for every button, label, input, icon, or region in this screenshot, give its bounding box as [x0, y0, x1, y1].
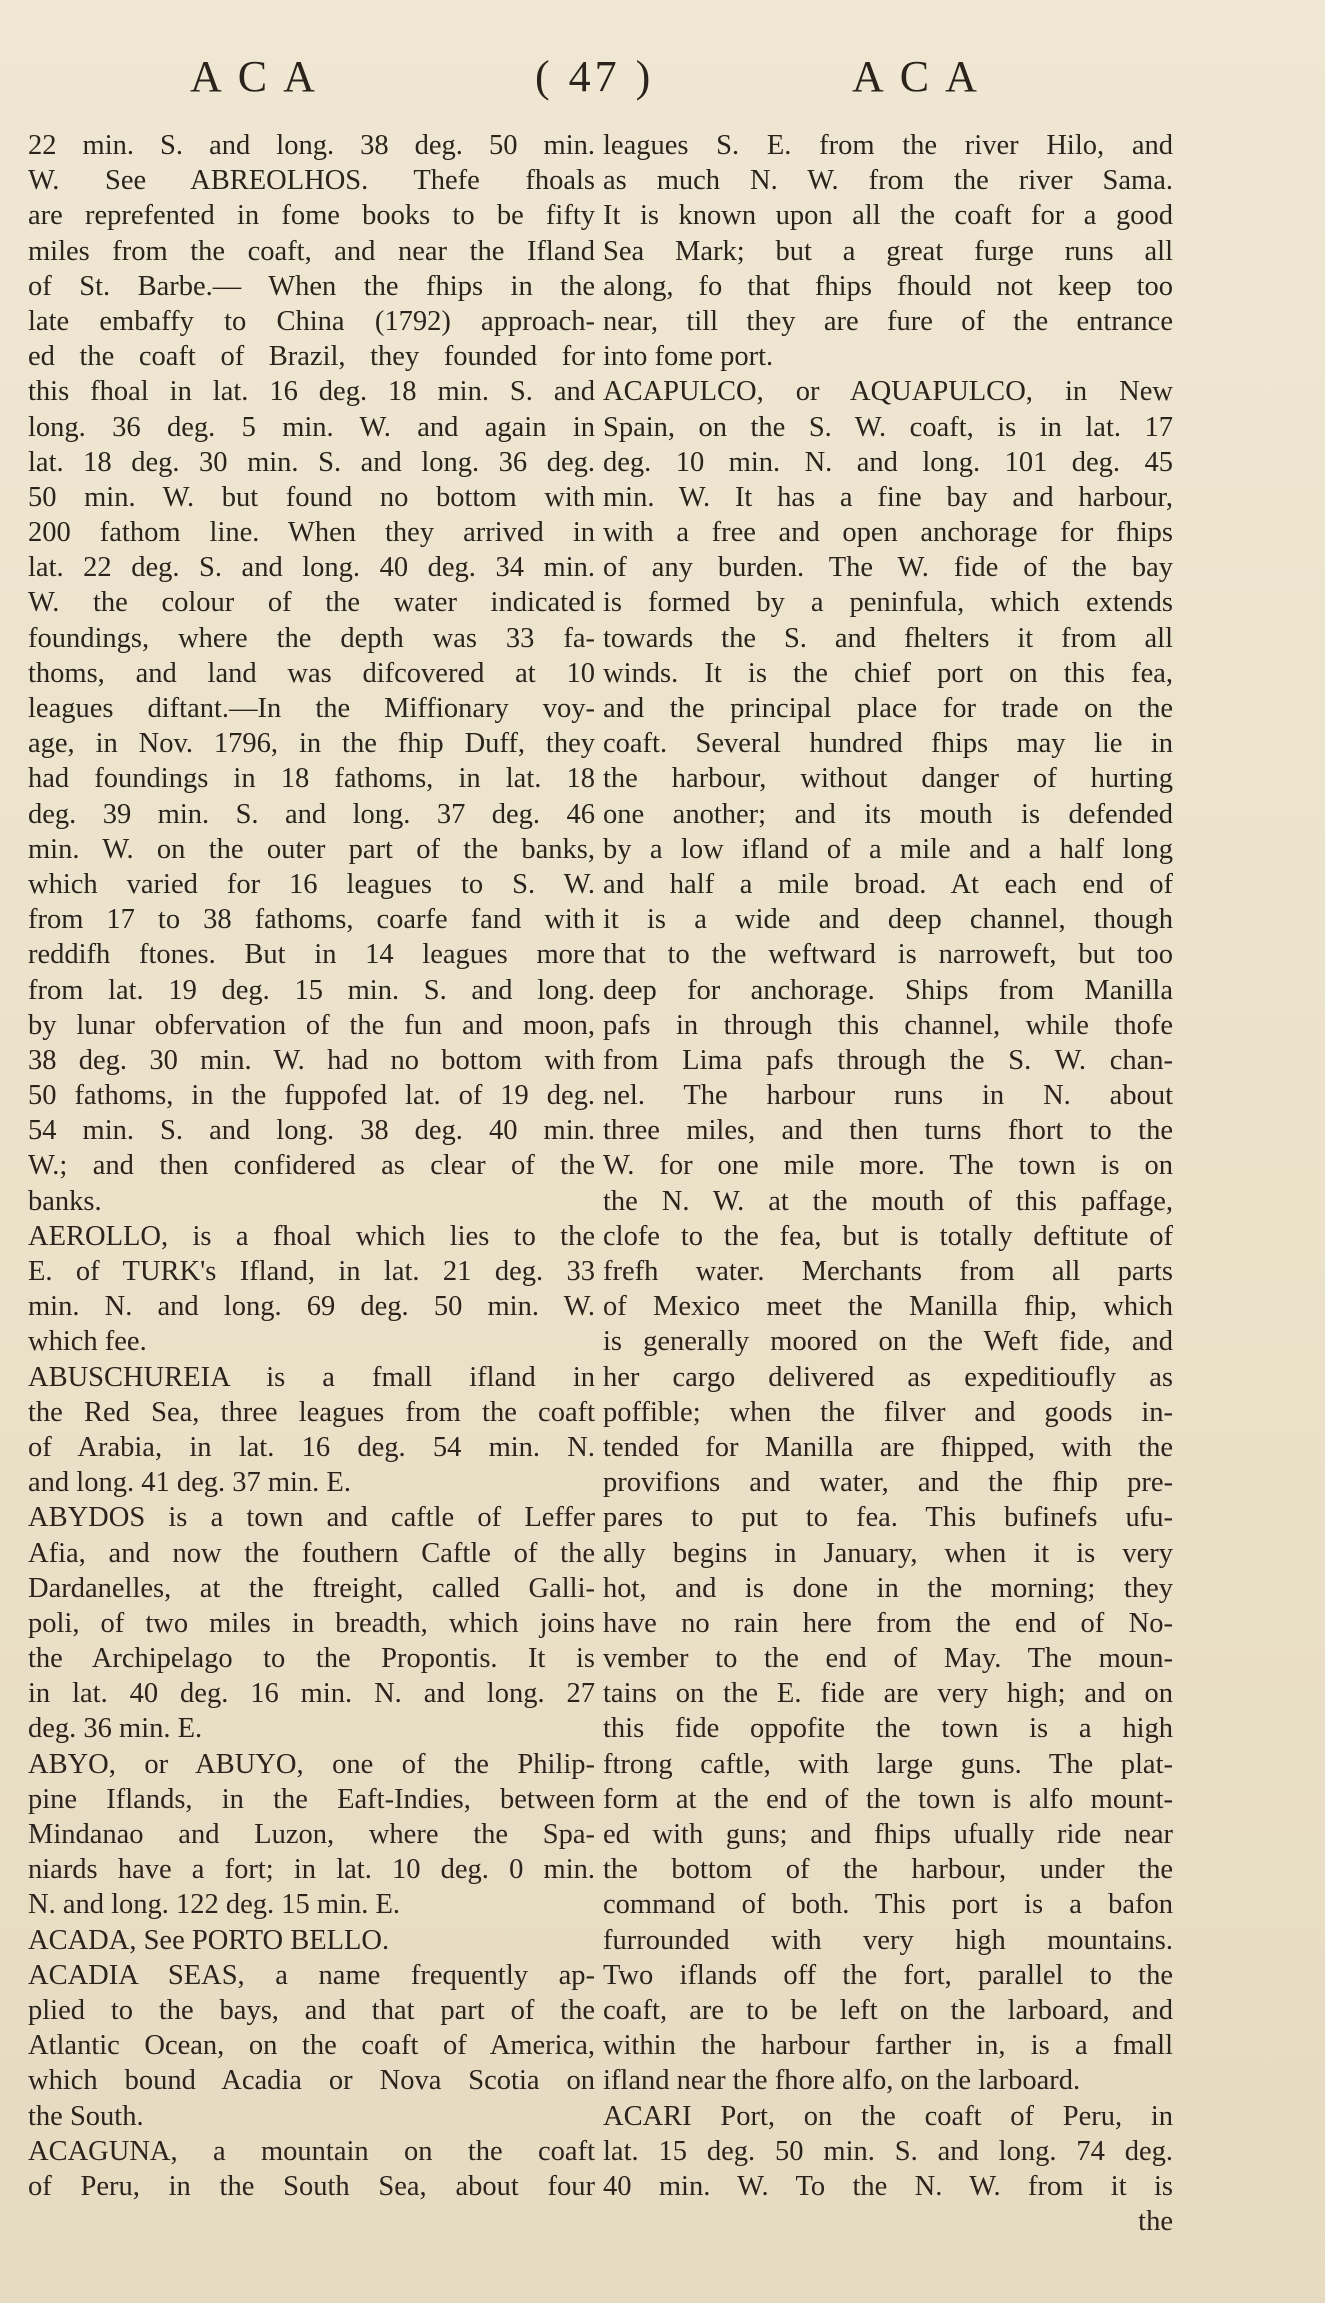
text-line: Atlantic Ocean, on the coaft of America,: [28, 2030, 595, 2062]
text-line: lat. 18 deg. 30 min. S. and long. 36 deg.: [28, 446, 595, 478]
text-line: by lunar obfervation of the fun and moon,: [28, 1009, 595, 1041]
text-line: N. and long. 122 deg. 15 min. E.: [28, 1889, 401, 1921]
text-line: is generally moored on the Weft fide, and: [603, 1326, 1173, 1358]
text-line: 200 fathom line. When they arrived in: [28, 517, 595, 549]
text-line: have no rain here from the end of No-: [603, 1607, 1173, 1639]
text-line: of Peru, in the South Sea, about four: [28, 2170, 595, 2202]
text-line: Sea Mark; but a great furge runs all: [603, 235, 1173, 267]
text-line: ed with guns; and fhips ufually ride near: [603, 1819, 1173, 1850]
text-line: ABYO, or ABUYO, one of the Philip-: [28, 1748, 595, 1780]
text-line: 50 fathoms, in the fuppofed lat. of 19 deg.: [28, 1080, 595, 1112]
text-line: of any burden. The W. fide of the bay: [603, 552, 1173, 584]
text-line: W. the colour of the water indicated: [28, 587, 595, 619]
text-line: is formed by a peninfula, which extends: [603, 587, 1173, 619]
text-line: as much N. W. from the river Sama.: [603, 165, 1173, 197]
text-line: the Red Sea, three leagues from the coaft: [28, 1396, 595, 1428]
text-line: of Arabia, in lat. 16 deg. 54 min. N.: [28, 1431, 595, 1463]
text-line: ACADIA SEAS, a name frequently ap-: [28, 1959, 595, 1991]
text-line: It is known upon all the coaft for a good: [603, 200, 1173, 232]
text-line: it is a wide and deep channel, though: [603, 904, 1173, 936]
text-line: Spain, on the S. W. coaft, is in lat. 17: [603, 411, 1173, 443]
text-line: 40 min. W. To the N. W. from it is: [603, 2170, 1173, 2202]
text-line: lat. 15 deg. 50 min. S. and long. 74 deg.: [603, 2135, 1173, 2167]
text-line: Mindanao and Luzon, where the Spa-: [28, 1819, 595, 1850]
text-line: ifland near the fhore alfo, on the larboard.: [603, 2065, 1081, 2097]
page-number: ( 47 ): [535, 52, 655, 101]
text-line: form at the end of the town is alfo mount-: [603, 1783, 1173, 1815]
text-line: command of both. This port is a bafon: [603, 1889, 1173, 1921]
text-line: thoms, and land was difcovered at 10: [28, 657, 595, 689]
text-line: and the principal place for trade on the: [603, 693, 1173, 724]
text-line: her cargo delivered as expeditioufly as: [603, 1361, 1173, 1393]
text-line: the bottom of the harbour, under the: [603, 1854, 1173, 1886]
text-line: three miles, and then turns fhort to the: [603, 1115, 1173, 1147]
text-line: winds. It is the chief port on this fea,: [603, 657, 1173, 689]
text-line: 22 min. S. and long. 38 deg. 50 min.: [28, 130, 595, 161]
text-line: this fhoal in lat. 16 deg. 18 min. S. and: [28, 376, 595, 408]
text-line: long. 36 deg. 5 min. W. and again in: [28, 411, 595, 443]
text-line: nel. The harbour runs in N. about: [603, 1080, 1173, 1112]
text-line: min. W. on the outer part of the banks,: [28, 833, 595, 865]
text-line: poffible; when the filver and goods in-: [603, 1396, 1173, 1428]
text-line: niards have a fort; in lat. 10 deg. 0 min.: [28, 1854, 595, 1886]
text-line: age, in Nov. 1796, in the fhip Duff, they: [28, 728, 595, 760]
text-line: deep for anchorage. Ships from Manilla: [603, 974, 1173, 1006]
text-line: which bound Acadia or Nova Scotia on: [28, 2065, 595, 2097]
text-line: leagues S. E. from the river Hilo, and: [603, 130, 1173, 161]
header-left-word: ACA: [190, 52, 331, 101]
text-line: are reprefented in fome books to be fifty: [28, 200, 595, 232]
text-line: by a low ifland of a mile and a half long: [603, 833, 1173, 865]
text-line: the Archipelago to the Propontis. It is: [28, 1643, 595, 1675]
text-line: with a free and open anchorage for fhips: [603, 517, 1173, 549]
text-line: from 17 to 38 fathoms, coarfe fand with: [28, 904, 595, 936]
text-line: deg. 39 min. S. and long. 37 deg. 46: [28, 798, 595, 830]
text-line: min. N. and long. 69 deg. 50 min. W.: [28, 1291, 595, 1323]
text-line: this fide oppofite the town is a high: [603, 1713, 1173, 1745]
text-line: W. for one mile more. The town is on: [603, 1150, 1173, 1182]
text-line: provifions and water, and the fhip pre-: [603, 1467, 1173, 1499]
text-line: pares to put to fea. This bufinefs ufu-: [603, 1502, 1173, 1534]
text-line: E. of TURK's Ifland, in lat. 21 deg. 33: [28, 1256, 595, 1287]
text-line: frefh water. Merchants from all parts: [603, 1256, 1173, 1287]
text-line: and half a mile broad. At each end of: [603, 868, 1173, 900]
text-line: along, fo that fhips fhould not keep too: [603, 270, 1173, 302]
text-line: towards the S. and fhelters it from all: [603, 622, 1173, 654]
text-line: 54 min. S. and long. 38 deg. 40 min.: [28, 1115, 595, 1147]
text-line: the N. W. at the mouth of this paffage,: [603, 1185, 1173, 1217]
text-line: pine Iflands, in the Eaft-Indies, between: [28, 1783, 595, 1815]
text-line: pafs in through this channel, while thofe: [603, 1009, 1173, 1041]
text-line: in lat. 40 deg. 16 min. N. and long. 27: [28, 1678, 595, 1710]
text-line: which varied for 16 leagues to S. W.: [28, 868, 595, 900]
text-line: plied to the bays, and that part of the: [28, 1994, 595, 2026]
text-line: ed the coaft of Brazil, they founded for: [28, 341, 595, 373]
text-line: ACARI Port, on the coaft of Peru, in: [603, 2100, 1173, 2132]
text-line: from Lima pafs through the S. W. chan-: [603, 1044, 1173, 1076]
text-line: deg. 10 min. N. and long. 101 deg. 45: [603, 446, 1173, 478]
text-line: min. W. It has a fine bay and harbour,: [603, 481, 1173, 513]
text-line: ACADA, See PORTO BELLO.: [28, 1924, 390, 1956]
text-line: Two iflands off the fort, parallel to the: [603, 1959, 1173, 1991]
text-line: coaft. Several hundred fhips may lie in: [603, 728, 1173, 760]
text-line: from lat. 19 deg. 15 min. S. and long.: [28, 974, 595, 1006]
text-line: 38 deg. 30 min. W. had no bottom with: [28, 1044, 595, 1076]
text-line: ACAGUNA, a mountain on the coaft: [28, 2135, 595, 2167]
text-line: banks.: [28, 1185, 102, 1217]
text-line: W. See ABREOLHOS. Thefe fhoals: [28, 165, 595, 197]
text-line: tains on the E. fide are very high; and on: [603, 1678, 1173, 1710]
text-line: deg. 36 min. E.: [28, 1713, 203, 1745]
text-line: lat. 22 deg. S. and long. 40 deg. 34 min.: [28, 552, 595, 584]
text-line: Dardanelles, at the ftreight, called Galli-: [28, 1572, 595, 1604]
text-line: ally begins in January, when it is very: [603, 1537, 1173, 1569]
text-line: furrounded with very high mountains.: [603, 1924, 1173, 1956]
text-line: which fee.: [28, 1326, 147, 1358]
text-line: leagues diftant.—In the Miffionary voy-: [28, 693, 595, 724]
text-line: the South.: [28, 2100, 144, 2132]
text-line: clofe to the fea, but is totally deftitute of: [603, 1220, 1173, 1252]
text-line: coaft, are to be left on the larboard, and: [603, 1994, 1173, 2026]
text-line: had foundings in 18 fathoms, in lat. 18: [28, 763, 595, 795]
text-line: W.; and then confidered as clear of the: [28, 1150, 595, 1182]
text-line: ABYDOS is a town and caftle of Leffer: [28, 1502, 595, 1534]
text-line: the harbour, without danger of hurting: [603, 763, 1173, 795]
text-line: tended for Manilla are fhipped, with the: [603, 1431, 1173, 1463]
header-right-word: ACA: [852, 52, 993, 101]
text-line: miles from the coaft, and near the Ifland: [28, 235, 595, 267]
text-line: ACAPULCO, or AQUAPULCO, in New: [603, 376, 1173, 408]
text-line: that to the weftward is narroweft, but too: [603, 939, 1173, 971]
text-line: poli, of two miles in breadth, which joins: [28, 1607, 595, 1639]
text-line: ftrong caftle, with large guns. The plat-: [603, 1748, 1173, 1780]
text-line: near, till they are fure of the entrance: [603, 305, 1173, 337]
right-text-column: [603, 128, 1173, 2239]
text-line: within the harbour farther in, is a fmall: [603, 2030, 1173, 2062]
running-header: [0, 42, 1325, 112]
text-line: foundings, where the depth was 33 fa-: [28, 622, 595, 654]
left-text-column: [28, 128, 595, 2204]
text-line: hot, and is done in the morning; they: [603, 1572, 1173, 1604]
text-line: vember to the end of May. The moun-: [603, 1643, 1173, 1675]
text-line: of Mexico meet the Manilla fhip, which: [603, 1291, 1173, 1323]
text-line: and long. 41 deg. 37 min. E.: [28, 1467, 351, 1499]
text-line: 50 min. W. but found no bottom with: [28, 481, 595, 513]
text-line: Afia, and now the fouthern Caftle of the: [28, 1537, 595, 1569]
text-line: of St. Barbe.— When the fhips in the: [28, 270, 595, 302]
text-line: AEROLLO, is a fhoal which lies to the: [28, 1220, 595, 1252]
text-line: reddifh ftones. But in 14 leagues more: [28, 939, 595, 971]
text-line: ABUSCHUREIA is a fmall ifland in: [28, 1361, 595, 1393]
text-line: into fome port.: [603, 341, 774, 373]
text-line: late embaffy to China (1792) approach-: [28, 305, 595, 337]
text-line: the: [1138, 2206, 1173, 2238]
text-line: one another; and its mouth is defended: [603, 798, 1173, 830]
